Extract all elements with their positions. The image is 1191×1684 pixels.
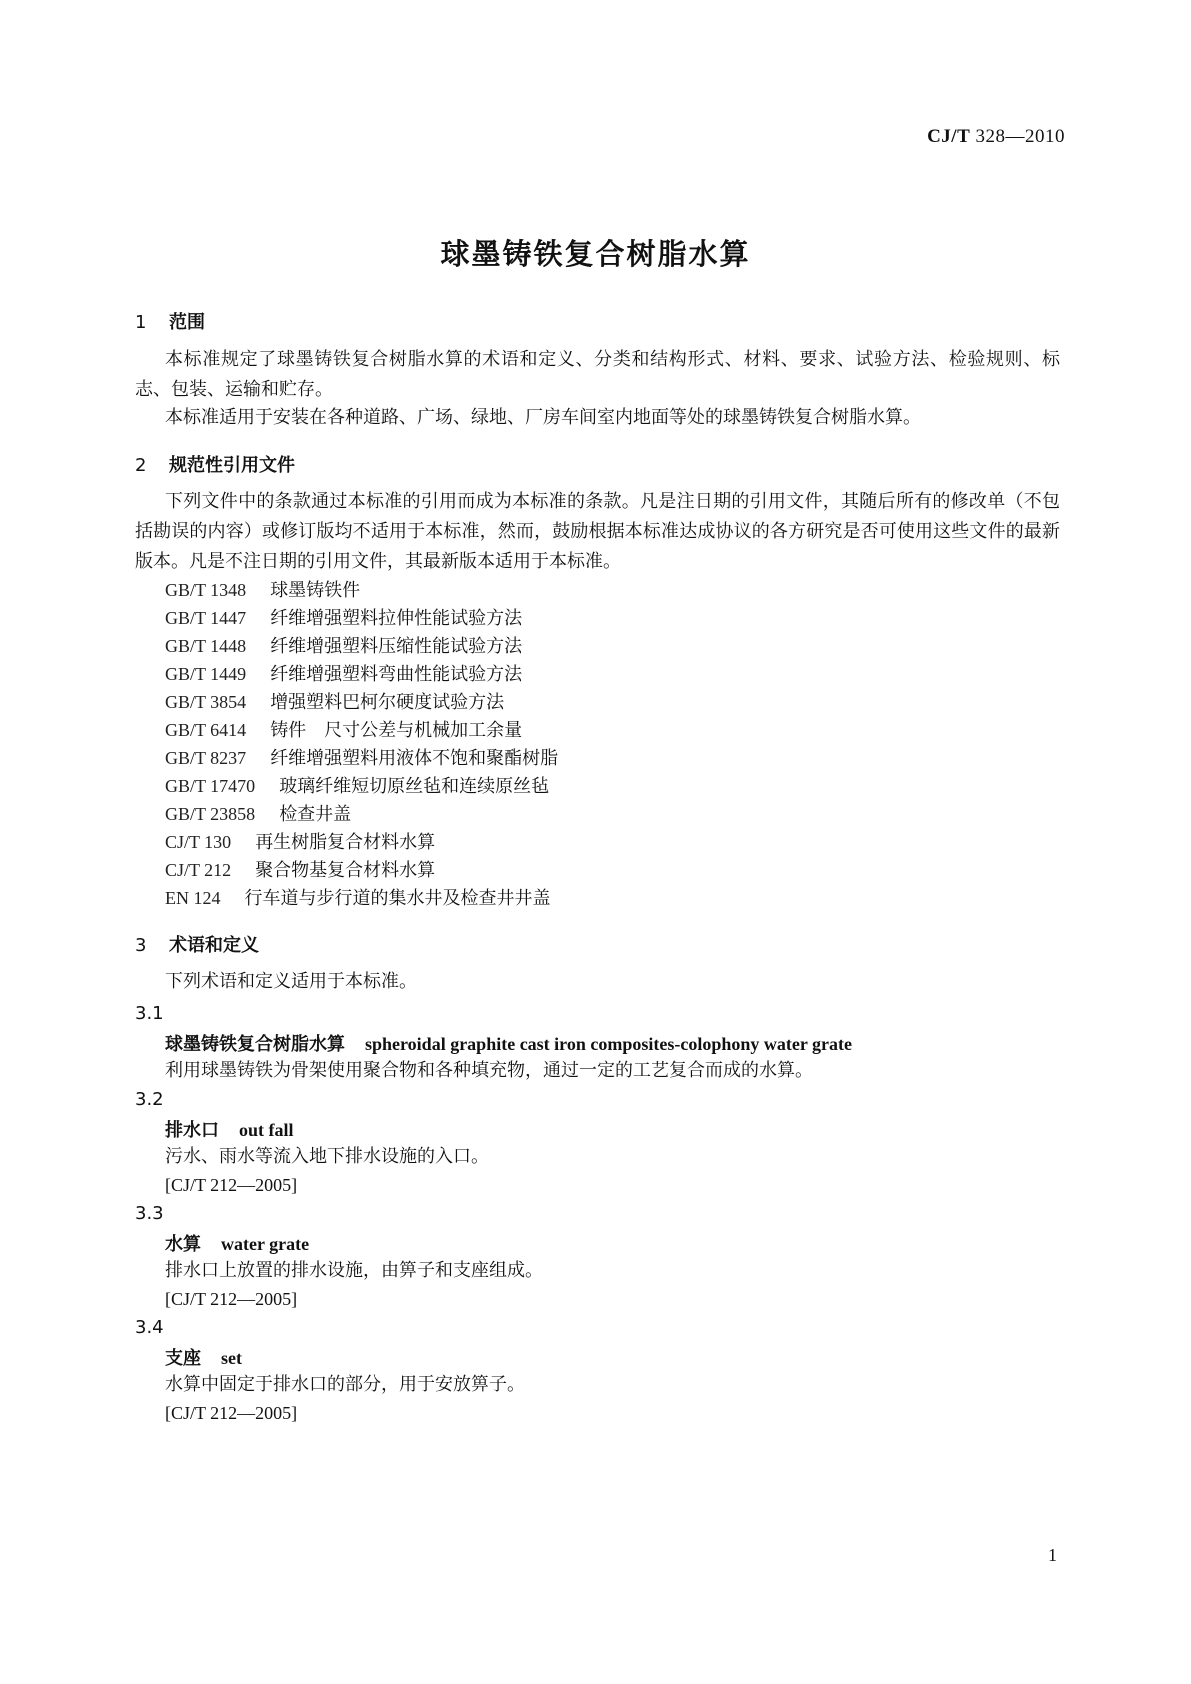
reference-code: CJ/T 130 [165, 832, 232, 852]
reference-code: GB/T 3854 [165, 692, 247, 712]
term-source: [CJ/T 212—2005] [165, 1289, 298, 1309]
term-definition: 排水口上放置的排水设施，由箅子和支座组成。 [165, 1260, 543, 1281]
reference-code: EN 124 [165, 888, 221, 908]
section-1-heading [135, 308, 205, 334]
reference-item [165, 771, 549, 802]
term-chinese: 排水口 [165, 1120, 219, 1141]
term-chinese: 球墨铸铁复合树脂水算 [165, 1034, 345, 1055]
term-heading [165, 1030, 852, 1056]
reference-code: GB/T 8237 [165, 748, 247, 768]
term-english: water grate [221, 1234, 310, 1254]
section-1-paragraph-2: 本标准适用于安装在各种道路、广场、绿地、厂房车间室内地面等处的球墨铸铁复合树脂水算。 [165, 407, 921, 428]
term-definition: 利用球墨铸铁为骨架使用聚合物和各种填充物，通过一定的工艺复合而成的水算。 [165, 1060, 813, 1081]
clause-number: 3.3 [135, 1203, 164, 1224]
clause-number: 3.1 [135, 1003, 164, 1024]
section-2-heading [135, 451, 295, 477]
document-code-prefix: CJ/T [927, 126, 971, 147]
reference-item [165, 603, 522, 634]
term-english: out fall [239, 1120, 294, 1140]
term-definition: 水算中固定于排水口的部分，用于安放箅子。 [165, 1374, 525, 1395]
reference-title: 铸件 尺寸公差与机械加工余量 [270, 720, 523, 741]
document-title: 球墨铸铁复合树脂水算 [440, 237, 751, 271]
reference-code: CJ/T 212 [165, 860, 232, 880]
reference-item [165, 883, 551, 914]
reference-title: 纤维增强塑料压缩性能试验方法 [270, 636, 523, 657]
clause-number: 3.4 [135, 1317, 164, 1338]
section-number: 2 [135, 455, 147, 476]
term-english: set [221, 1348, 242, 1368]
reference-title: 玻璃纤维短切原丝毡和连续原丝毡 [279, 776, 550, 797]
term-source: [CJ/T 212—2005] [165, 1403, 298, 1423]
reference-code: GB/T 1449 [165, 664, 247, 684]
reference-title: 再生树脂复合材料水算 [255, 832, 436, 853]
section-3-heading [135, 931, 259, 957]
reference-item [165, 687, 504, 718]
term-definition: 污水、雨水等流入地下排水设施的入口。 [165, 1146, 489, 1167]
reference-item [165, 715, 522, 746]
reference-item [165, 827, 435, 858]
reference-code: GB/T 1448 [165, 636, 247, 656]
document-code [927, 126, 1065, 148]
document-code-number: 328—2010 [975, 126, 1065, 147]
term-english: spheroidal graphite cast iron composites-colophony water grate [365, 1034, 852, 1054]
term-heading [165, 1230, 309, 1256]
reference-code: GB/T 1348 [165, 580, 247, 600]
reference-item [165, 575, 360, 606]
page-number: 1 [1048, 1545, 1057, 1565]
reference-title: 纤维增强塑料弯曲性能试验方法 [270, 664, 523, 685]
section-3-intro: 下列术语和定义适用于本标准。 [165, 971, 417, 992]
section-title: 范围 [169, 312, 205, 333]
reference-code: GB/T 1447 [165, 608, 247, 628]
term-chinese: 支座 [165, 1348, 201, 1369]
reference-title: 球墨铸铁件 [270, 580, 361, 601]
section-title: 术语和定义 [169, 935, 259, 956]
reference-item [165, 799, 351, 830]
reference-title: 增强塑料巴柯尔硬度试验方法 [270, 692, 505, 713]
section-number: 3 [135, 935, 147, 956]
reference-item [165, 855, 435, 886]
term-chinese: 水算 [165, 1234, 201, 1255]
reference-code: GB/T 17470 [165, 776, 256, 796]
reference-code: GB/T 6414 [165, 720, 247, 740]
reference-title: 检查井盖 [279, 804, 352, 825]
term-source: [CJ/T 212—2005] [165, 1175, 298, 1195]
reference-code: GB/T 23858 [165, 804, 256, 824]
term-heading [165, 1116, 294, 1142]
section-2-paragraph: 下列文件中的条款通过本标准的引用而成为本标准的条款。凡是注日期的引用文件，其随后所有的修改单（不包括勘误的内容）或修订版均不适用于本标准，然而，鼓励根据本标准达成协议的各方研究是否可使用这些文件的最新版本。凡是不注日期的引用文件，其最新版本适用于本标准。 [135, 491, 1060, 572]
reference-title: 纤维增强塑料用液体不饱和聚酯树脂 [270, 748, 559, 769]
reference-item [165, 631, 522, 662]
term-heading [165, 1344, 242, 1370]
section-title: 规范性引用文件 [169, 455, 295, 476]
section-number: 1 [135, 312, 147, 333]
reference-title: 聚合物基复合材料水算 [255, 860, 436, 881]
reference-title: 行车道与步行道的集水井及检查井井盖 [244, 888, 551, 909]
clause-number: 3.2 [135, 1089, 164, 1110]
section-1-paragraph-1: 本标准规定了球墨铸铁复合树脂水算的术语和定义、分类和结构形式、材料、要求、试验方法、检验规则、标志、包装、运输和贮存。 [135, 349, 1060, 400]
reference-title: 纤维增强塑料拉伸性能试验方法 [270, 608, 523, 629]
reference-item [165, 743, 558, 774]
reference-item [165, 659, 522, 690]
